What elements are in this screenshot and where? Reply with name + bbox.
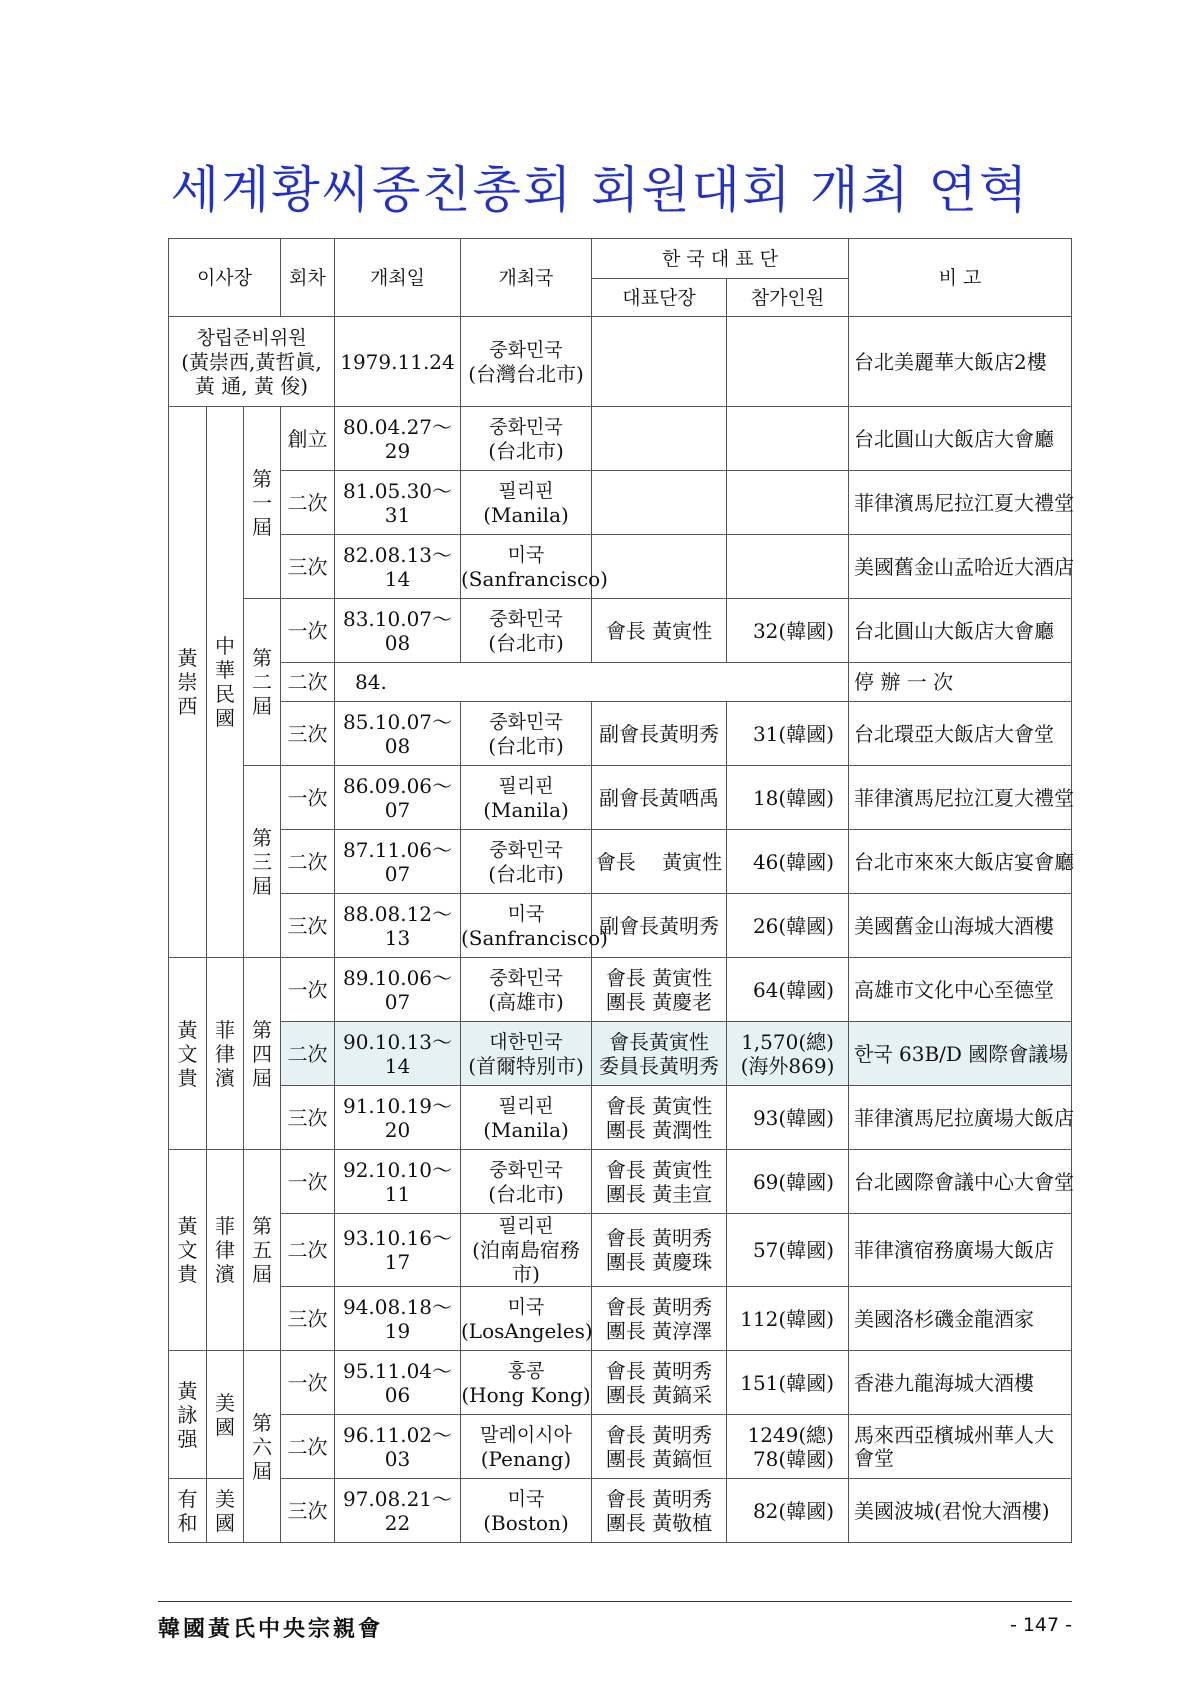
- table-row: [169, 1479, 1072, 1543]
- note-cell: 台北環亞大飯店大會堂: [849, 702, 1072, 766]
- table-row: [169, 1415, 1072, 1479]
- round-cell: 三次: [281, 702, 335, 766]
- note-cell: 菲律濱馬尼拉廣場大飯店: [849, 1086, 1072, 1150]
- count-cell: [727, 407, 849, 471]
- note-cell: 美國洛杉磯金龍酒家: [849, 1287, 1072, 1351]
- date-cell: 91.10.19～20: [335, 1086, 461, 1150]
- table-row: [169, 471, 1072, 535]
- round-cell: 二次: [281, 663, 335, 702]
- country-cell: 미국 (Sanfrancisco): [461, 535, 592, 599]
- delegate-cell: 會長 黃明秀 團長 黃敬植: [592, 1479, 727, 1543]
- date-cell: 80.04.27～29: [335, 407, 461, 471]
- round-cell: 一次: [281, 599, 335, 663]
- delegate-cell: 會長 黃明秀 團長 黃鎬采: [592, 1351, 727, 1415]
- country-cell-3: 菲 律 濱: [207, 1150, 244, 1351]
- country-cell: 필리핀 (泊南島宿務市): [461, 1214, 592, 1287]
- country-cell: 대한민국 (首爾特別市): [461, 1022, 592, 1086]
- country-cell-1: 中 華 民 國: [207, 407, 244, 958]
- note-cell: 高雄市文化中心至德堂: [849, 958, 1072, 1022]
- count-cell: 57(韓國): [727, 1214, 849, 1287]
- prep-country: 중화민국 (台灣台北市): [461, 317, 592, 407]
- note-cell: 台北國際會議中心大會堂: [849, 1150, 1072, 1214]
- country-cell: 미국 (LosAngeles): [461, 1287, 592, 1351]
- table-row: [169, 894, 1072, 958]
- table-row: [169, 1086, 1072, 1150]
- table-row: [169, 1287, 1072, 1351]
- header-delegation-head: 대표단장: [592, 279, 727, 317]
- date-cell: 94.08.18～19: [335, 1287, 461, 1351]
- prep-committee-members-2: 黃 通, 黃 俊): [194, 373, 309, 398]
- count-cell: 18(韓國): [727, 766, 849, 830]
- date-cell: 93.10.16～17: [335, 1214, 461, 1287]
- delegate-cell: 會長 黃寅性 團長 黃慶老: [592, 958, 727, 1022]
- chairman-cell-1: 黃 崇 西: [169, 407, 207, 958]
- country-cell: 중화민국 (台北市): [461, 599, 592, 663]
- term-cell-4: 第 四 屆: [244, 958, 281, 1150]
- prep-note: 台北美麗華大飯店2樓: [849, 317, 1072, 407]
- header-korea-delegation: 한 국 대 표 단: [592, 239, 849, 279]
- count-cell: 1249(總) 78(韓國): [727, 1415, 849, 1479]
- round-cell: 一次: [281, 1150, 335, 1214]
- date-cell: 89.10.06～07: [335, 958, 461, 1022]
- footer-divider: [158, 1601, 1072, 1602]
- count-cell: 82(韓國): [727, 1479, 849, 1543]
- round-cell: 二次: [281, 830, 335, 894]
- header-date: 개최일: [335, 239, 461, 317]
- count-cell: 69(韓國): [727, 1150, 849, 1214]
- footer-organization: 韓國黃氏中央宗親會: [158, 1616, 384, 1642]
- table-row-highlighted: [169, 1022, 1072, 1086]
- prep-committee-row: [169, 317, 1072, 407]
- term-cell-2: 第 二 屆: [244, 599, 281, 766]
- prep-delegate: [592, 317, 727, 407]
- country-cell: 중화민국 (台北市): [461, 830, 592, 894]
- delegate-cell: 會長 黃寅性 團長 黃圭宣: [592, 1150, 727, 1214]
- prep-committee-cell: [169, 317, 335, 407]
- country-cell: 중화민국 (台北市): [461, 1150, 592, 1214]
- count-cell: 1,570(總) (海外869): [727, 1022, 849, 1086]
- note-cell: 停 辦 一 次: [849, 663, 1072, 702]
- table-row: [169, 599, 1072, 663]
- header-remarks: 비 고: [849, 239, 1072, 317]
- table-row: [169, 1214, 1072, 1287]
- chairman-cell-4: 黃 詠 强: [169, 1351, 207, 1479]
- prep-count: [727, 317, 849, 407]
- date-cell: 82.08.13～14: [335, 535, 461, 599]
- country-cell: 미국 (Sanfrancisco): [461, 894, 592, 958]
- note-cell: 菲律濱馬尼拉江夏大禮堂: [849, 471, 1072, 535]
- country-cell: 중화민국 (台北市): [461, 702, 592, 766]
- round-cell: 一次: [281, 766, 335, 830]
- delegate-cell: 會長 黃寅性: [592, 599, 727, 663]
- round-cell: 一次: [281, 958, 335, 1022]
- chairman-cell-5: 有 和: [169, 1479, 207, 1543]
- term-cell-6: 第 六 屆: [244, 1351, 281, 1543]
- note-cell: 台北圓山大飯店大會廳: [849, 599, 1072, 663]
- delegate-cell: 副會長黃哂禹: [592, 766, 727, 830]
- round-cell: 三次: [281, 1287, 335, 1351]
- delegate-cell: 副會長黃明秀: [592, 702, 727, 766]
- round-cell: 三次: [281, 1479, 335, 1543]
- round-cell: 二次: [281, 1022, 335, 1086]
- date-cell: 97.08.21～22: [335, 1479, 461, 1543]
- count-cell: 112(韓國): [727, 1287, 849, 1351]
- header-chairman: 이사장: [169, 239, 281, 317]
- table-row: [169, 766, 1072, 830]
- delegate-cell: 會長 黃寅性: [592, 830, 727, 894]
- round-cell: 二次: [281, 1415, 335, 1479]
- round-cell: 二次: [281, 1214, 335, 1287]
- note-cell: 美國舊金山孟哈近大酒店: [849, 535, 1072, 599]
- note-cell: 한국 63B/D 國際會議場: [849, 1022, 1072, 1086]
- delegate-cell: 副會長黃明秀: [592, 894, 727, 958]
- date-cell: 85.10.07～08: [335, 702, 461, 766]
- round-cell: 三次: [281, 1086, 335, 1150]
- date-cell: 95.11.04～06: [335, 1351, 461, 1415]
- note-cell: 美國舊金山海城大酒樓: [849, 894, 1072, 958]
- date-cell: 83.10.07～08: [335, 599, 461, 663]
- table-row: [169, 1150, 1072, 1214]
- delegate-cell: 會長 黃明秀 團長 黃鎬恒: [592, 1415, 727, 1479]
- date-cell: 92.10.10～11: [335, 1150, 461, 1214]
- prep-date: 1979.11.24: [335, 317, 461, 407]
- note-cell: 台北市來來大飯店宴會廳: [849, 830, 1072, 894]
- note-cell: 馬來西亞檳城州華人大會堂: [849, 1415, 1072, 1479]
- delegate-cell: [592, 471, 727, 535]
- suspended-cell: 84.: [335, 663, 849, 702]
- delegate-cell: 會長黃寅性 委員長黃明秀: [592, 1022, 727, 1086]
- date-cell: 88.08.12～13: [335, 894, 461, 958]
- chairman-cell-2: 黃 文 貴: [169, 958, 207, 1150]
- country-cell: 말레이시아 (Penang): [461, 1415, 592, 1479]
- date-cell: 86.09.06～07: [335, 766, 461, 830]
- country-cell: 필리핀 (Manila): [461, 471, 592, 535]
- round-cell: 三次: [281, 535, 335, 599]
- country-cell-4: 美 國: [207, 1351, 244, 1479]
- count-cell: 64(韓國): [727, 958, 849, 1022]
- round-cell: 一次: [281, 1351, 335, 1415]
- note-cell: 菲律濱宿務廣場大飯店: [849, 1214, 1072, 1287]
- delegate-cell: [592, 407, 727, 471]
- table-row: [169, 958, 1072, 1022]
- term-cell-1: 第 一 屆: [244, 407, 281, 599]
- prep-committee-members-1: (黃崇西,黃哲眞,: [181, 349, 322, 374]
- round-cell: 二次: [281, 471, 335, 535]
- table-row: [169, 1351, 1072, 1415]
- delegate-cell: [592, 535, 727, 599]
- country-cell: 필리핀 (Manila): [461, 1086, 592, 1150]
- delegate-cell: 會長 黃明秀 團長 黃慶珠: [592, 1214, 727, 1287]
- country-cell: 홍콩 (Hong Kong): [461, 1351, 592, 1415]
- count-cell: 46(韓國): [727, 830, 849, 894]
- round-cell: 三次: [281, 894, 335, 958]
- country-cell: 미국 (Boston): [461, 1479, 592, 1543]
- note-cell: 菲律濱馬尼拉江夏大禮堂: [849, 766, 1072, 830]
- count-cell: 31(韓國): [727, 702, 849, 766]
- page-number: - 147 -: [1009, 1614, 1072, 1636]
- country-cell: 중화민국 (高雄市): [461, 958, 592, 1022]
- count-cell: 151(韓國): [727, 1351, 849, 1415]
- date-cell: 90.10.13～14: [335, 1022, 461, 1086]
- page-title: 세계황씨종친총회 회원대회 개최 연혁: [170, 161, 1030, 219]
- count-cell: [727, 471, 849, 535]
- count-cell: 26(韓國): [727, 894, 849, 958]
- note-cell: 香港九龍海城大酒樓: [849, 1351, 1072, 1415]
- term-cell-3: 第 三 屆: [244, 766, 281, 958]
- term-cell-5: 第 五 屆: [244, 1150, 281, 1351]
- table-row: [169, 702, 1072, 766]
- convention-history-table: [168, 238, 1072, 1543]
- count-cell: [727, 535, 849, 599]
- note-cell: 美國波城(君悅大酒樓): [849, 1479, 1072, 1543]
- date-cell: 81.05.30～31: [335, 471, 461, 535]
- country-cell-5: 美 國: [207, 1479, 244, 1543]
- table-row: [169, 407, 1072, 471]
- table-row: [169, 830, 1072, 894]
- country-cell-2: 菲 律 濱: [207, 958, 244, 1150]
- delegate-cell: 會長 黃明秀 團長 黃淳澤: [592, 1287, 727, 1351]
- prep-committee-label: 창립준비위원: [196, 326, 307, 349]
- chairman-cell-3: 黃 文 貴: [169, 1150, 207, 1351]
- count-cell: 32(韓國): [727, 599, 849, 663]
- header-participants: 참가인원: [727, 279, 849, 317]
- header-row-top: [169, 239, 1072, 279]
- count-cell: 93(韓國): [727, 1086, 849, 1150]
- table-row: [169, 663, 1072, 702]
- table-row: [169, 535, 1072, 599]
- date-cell: 96.11.02～03: [335, 1415, 461, 1479]
- date-cell: 87.11.06～07: [335, 830, 461, 894]
- delegate-cell: 會長 黃寅性 團長 黃潤性: [592, 1086, 727, 1150]
- round-cell: 創立: [281, 407, 335, 471]
- header-round: 회차: [281, 239, 335, 317]
- header-country: 개최국: [461, 239, 592, 317]
- country-cell: 필리핀 (Manila): [461, 766, 592, 830]
- country-cell: 중화민국 (台北市): [461, 407, 592, 471]
- note-cell: 台北圓山大飯店大會廳: [849, 407, 1072, 471]
